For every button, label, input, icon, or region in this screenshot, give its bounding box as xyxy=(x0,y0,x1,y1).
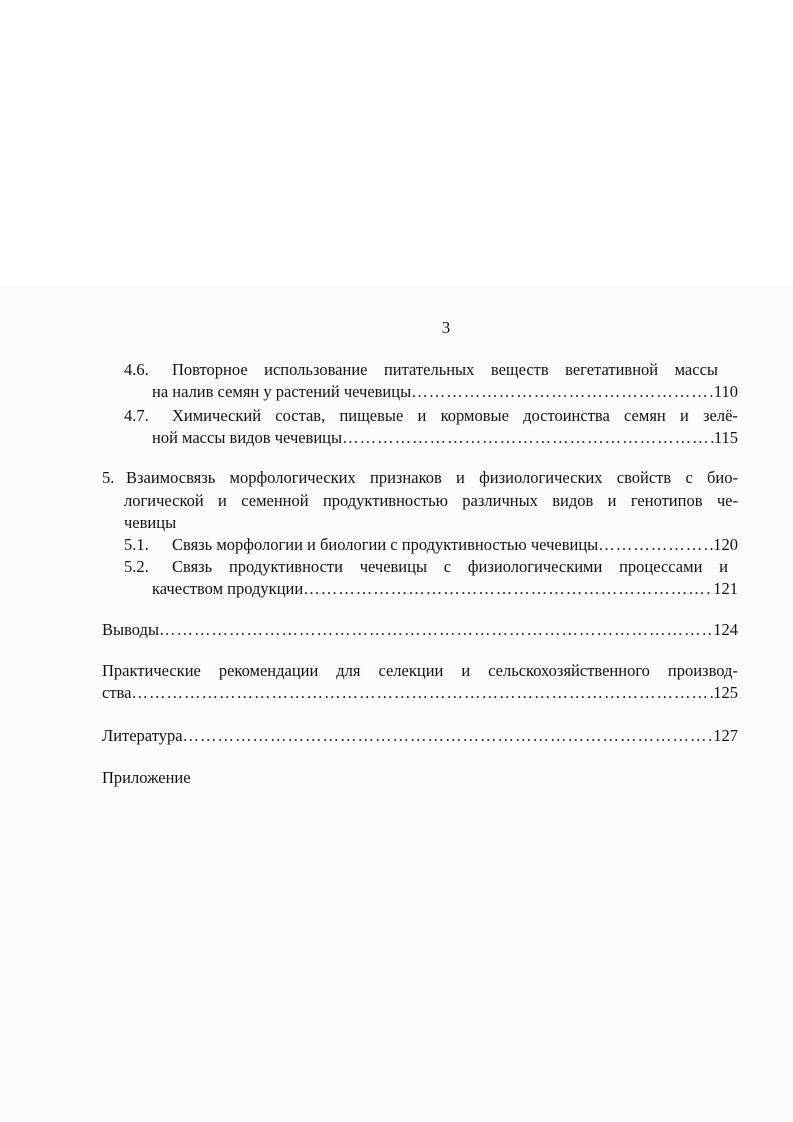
toc-entry-4-6-line2 xyxy=(152,382,738,402)
toc-number-5: 5. xyxy=(102,468,115,487)
toc-word: Взаимосвязь xyxy=(126,468,216,487)
toc-entry-5-line2 xyxy=(124,491,738,511)
toc-word: семенной xyxy=(241,491,309,510)
toc-leader-dots xyxy=(342,428,714,448)
toc-word: достоинства xyxy=(523,406,610,425)
toc-word: вегетативной xyxy=(565,360,659,379)
toc-page-4-6: 110 xyxy=(713,382,738,401)
toc-word: физиологических xyxy=(479,468,603,487)
toc-word: Повторное xyxy=(172,360,248,379)
toc-entry-4-6-title: на налив семян у растений чечевицы xyxy=(152,382,412,401)
toc-entry-4-7-title: ной массы видов чечевицы xyxy=(152,428,343,447)
toc-entry-appendix: Приложение xyxy=(102,768,191,787)
toc-word: Практические xyxy=(102,661,201,680)
toc-page-literature: 127 xyxy=(713,726,738,745)
toc-entry-recommendations-line2 xyxy=(102,683,738,703)
toc-word: видов xyxy=(552,491,594,510)
toc-leader-dots xyxy=(411,382,714,402)
toc-leader-dots xyxy=(598,535,713,555)
toc-entry-5-line3: чевицы xyxy=(124,513,177,532)
toc-page-4-7: 115 xyxy=(713,428,738,447)
toc-word: чечевицы xyxy=(359,557,428,576)
toc-word: состав, xyxy=(275,406,326,425)
toc-leader-dots xyxy=(131,683,713,703)
toc-number-5-2: 5.2. xyxy=(124,557,149,576)
toc-word: пищевые xyxy=(339,406,404,425)
toc-word: Химический xyxy=(172,406,262,425)
toc-word: процессами xyxy=(619,557,703,576)
toc-entry-4-7-line1 xyxy=(172,406,738,426)
toc-word: Связь xyxy=(172,557,213,576)
toc-entry-5-2-line2 xyxy=(152,579,738,599)
toc-entry-conclusions xyxy=(102,620,738,640)
toc-word: морфологических xyxy=(229,468,356,487)
toc-page-5-1: 120 xyxy=(713,535,738,554)
toc-entry-5-line1 xyxy=(126,468,738,488)
toc-word: массы xyxy=(674,360,718,379)
toc-entry-4-6-line1 xyxy=(172,360,718,380)
toc-word: логической xyxy=(124,491,204,510)
toc-word: физиологическими xyxy=(467,557,603,576)
toc-word: питательных xyxy=(383,360,475,379)
toc-entry-5-2-line1 xyxy=(172,557,728,577)
toc-word: с xyxy=(443,557,452,576)
toc-word: рекомендации xyxy=(218,661,319,680)
toc-word: селекции xyxy=(378,661,444,680)
toc-word: продуктивности xyxy=(228,557,343,576)
toc-word: че- xyxy=(716,491,738,510)
toc-word: био- xyxy=(707,468,738,487)
toc-word: и xyxy=(719,557,728,576)
toc-entry-literature xyxy=(102,726,738,746)
toc-entry-recommendations-line1 xyxy=(102,661,738,681)
toc-word: свойств xyxy=(616,468,672,487)
toc-entry-conclusions-title: Выводы xyxy=(102,620,160,639)
toc-number-4-7: 4.7. xyxy=(124,406,149,425)
toc-page-conclusions: 124 xyxy=(713,620,738,639)
toc-word: продуктивностью xyxy=(322,491,448,510)
toc-number-5-1: 5.1. xyxy=(124,535,149,554)
toc-word: генотипов xyxy=(630,491,703,510)
toc-number-4-6: 4.6. xyxy=(124,360,149,379)
toc-word: различных xyxy=(462,491,538,510)
toc-page-recommendations: 125 xyxy=(713,683,738,702)
toc-word: сельскохозяйственного xyxy=(488,661,650,680)
toc-word: признаков xyxy=(369,468,442,487)
toc-entry-recommendations-title: ства xyxy=(102,683,132,702)
toc-entry-literature-title: Литература xyxy=(102,726,183,745)
toc-word: с xyxy=(685,468,693,487)
toc-entry-5-1-title: Связь морфологии и биологии с продуктивностью чечевицы xyxy=(172,535,599,554)
toc-word: использование xyxy=(264,360,368,379)
toc-leader-dots xyxy=(183,726,714,746)
toc-word: семян xyxy=(624,406,666,425)
toc-word: и xyxy=(607,491,617,510)
toc-word: и xyxy=(461,661,471,680)
toc-page-5-2: 121 xyxy=(713,579,738,598)
toc-word: зелё- xyxy=(703,406,738,425)
toc-word: для xyxy=(336,661,361,680)
toc-leader-dots xyxy=(159,620,713,640)
toc-word: производ- xyxy=(667,661,738,680)
toc-word: и xyxy=(456,468,465,487)
toc-leader-dots xyxy=(303,579,713,599)
toc-entry-5-1 xyxy=(172,535,738,555)
page-number: 3 xyxy=(441,318,451,337)
toc-entry-4-7-line2 xyxy=(152,428,738,448)
toc-entry-5-2-title: качеством продукции xyxy=(152,579,304,598)
toc-word: веществ xyxy=(490,360,549,379)
toc-word: и xyxy=(679,406,689,425)
toc-word: кормовые xyxy=(440,406,509,425)
toc-word: и xyxy=(218,491,227,510)
toc-word: и xyxy=(417,406,427,425)
